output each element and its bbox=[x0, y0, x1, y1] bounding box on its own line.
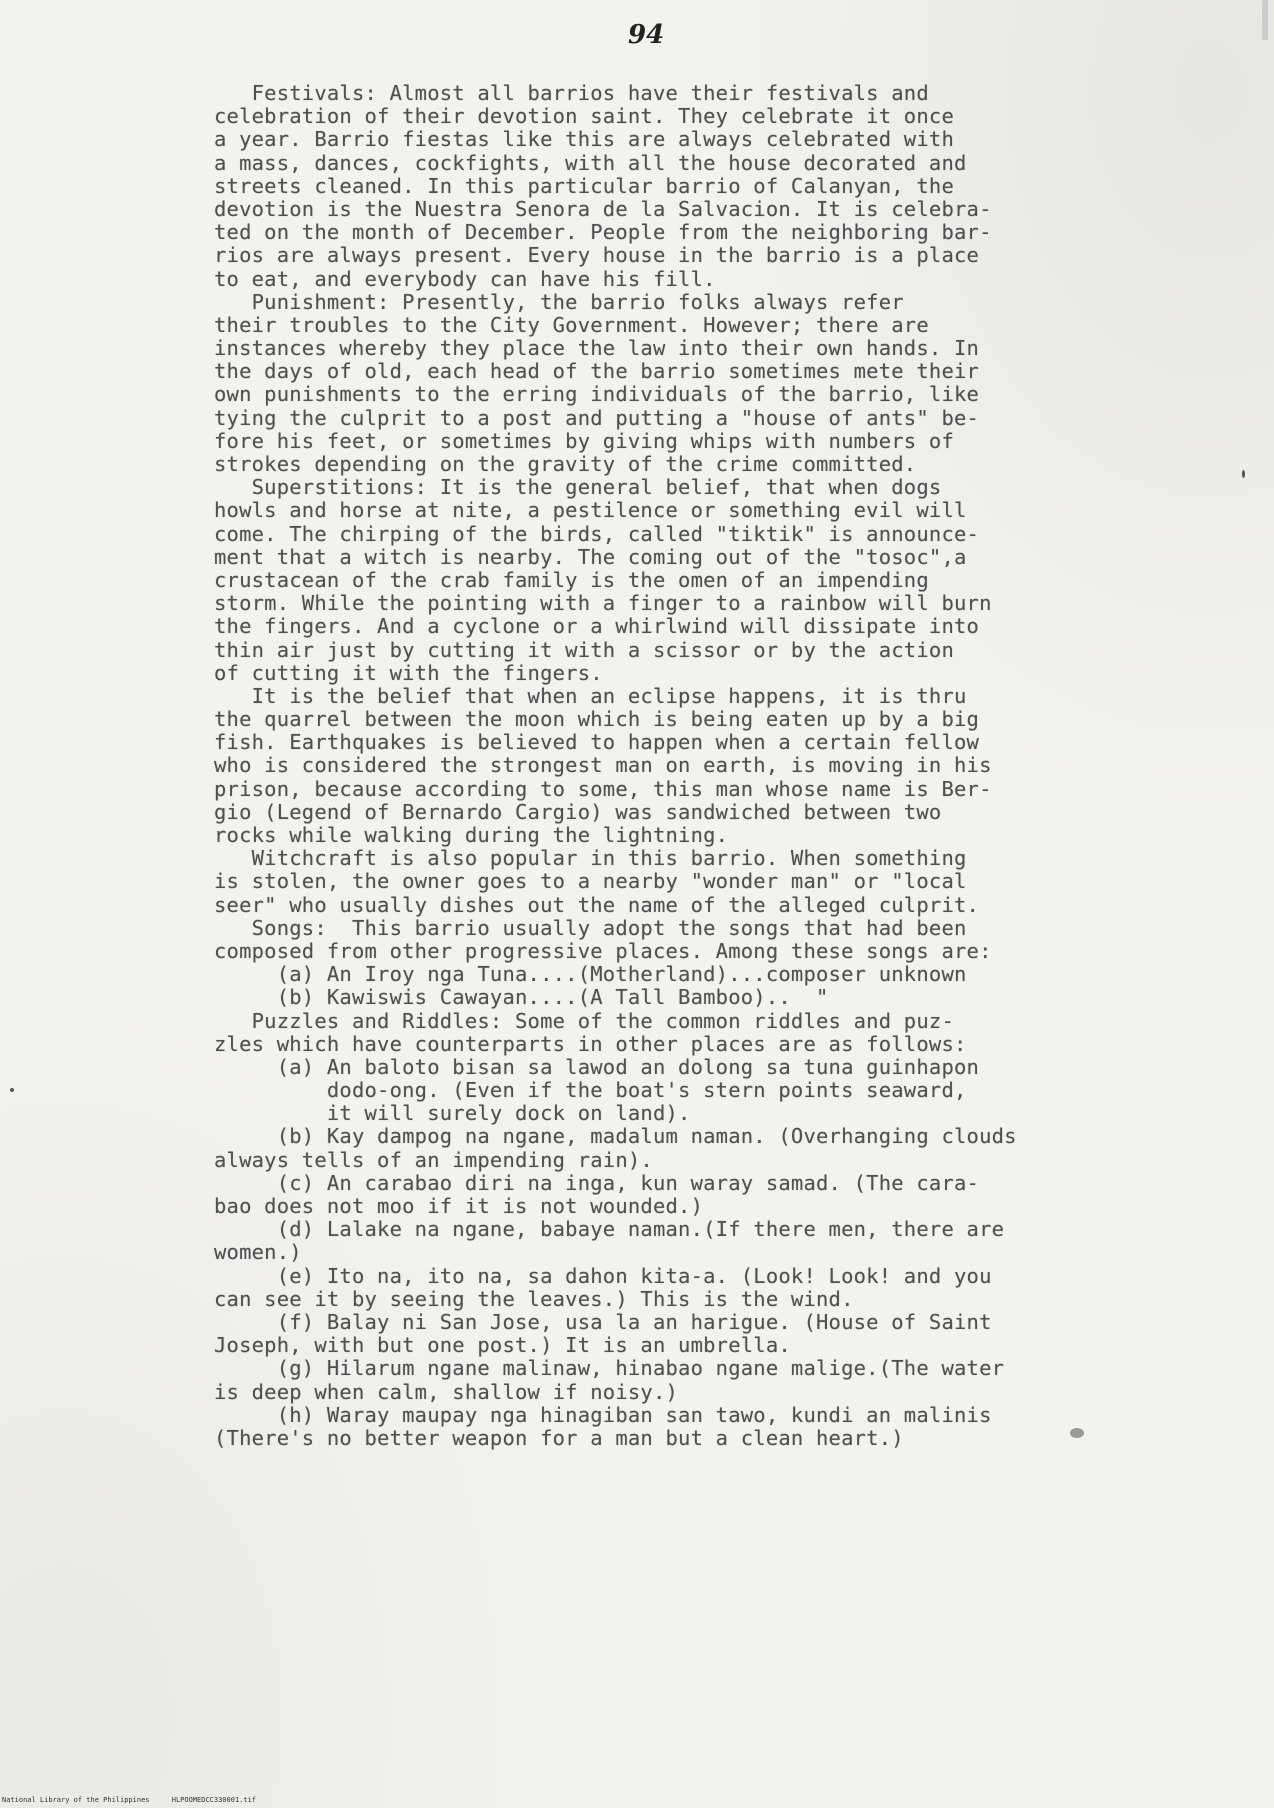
text-line: (f) Balay ni San Jose, usa la an harigue. (House of Saint bbox=[214, 1309, 992, 1334]
text-line: is stolen, the owner goes to a nearby "wonder man" or "local bbox=[214, 869, 967, 894]
text-line: who is considered the strongest man on earth, is moving in his bbox=[214, 753, 992, 778]
text-line: own punishments to the erring individuals of the barrio, like bbox=[214, 382, 980, 407]
text-line: zles which have counterparts in other places are as follows: bbox=[214, 1031, 967, 1056]
text-line: howls and horse at nite, a pestilence or something evil will bbox=[214, 498, 967, 523]
text-line: tying the culprit to a post and putting a "house of ants" be- bbox=[214, 405, 980, 430]
text-line: crustacean of the crab family is the omen of an impending bbox=[214, 567, 929, 592]
scan-footer bbox=[2, 1796, 274, 1804]
text-line: (b) Kay dampog na ngane, madalum naman. (Overhanging clouds bbox=[214, 1124, 1017, 1149]
text-line: devotion is the Nuestra Senora de la Salvacion. It is celebra- bbox=[214, 196, 992, 221]
text-line: it will surely dock on land). bbox=[214, 1101, 691, 1126]
text-line: ted on the month of December. People from the neighboring bar- bbox=[214, 220, 992, 245]
text-line: the fingers. And a cyclone or a whirlwind will dissipate into bbox=[214, 614, 980, 639]
text-line: is deep when calm, shallow if noisy.) bbox=[214, 1379, 679, 1404]
text-line: celebration of their devotion saint. They celebrate it once bbox=[214, 104, 954, 129]
text-line: can see it by seeing the leaves.) This is the wind. bbox=[214, 1286, 854, 1311]
text-line: prison, because according to some, this man whose name is Ber- bbox=[214, 776, 992, 801]
text-line: Punishment: Presently, the barrio folks always refer bbox=[214, 289, 904, 314]
text-line: to eat, and everybody can have his fill. bbox=[214, 266, 716, 291]
text-line: (There's no better weapon for a man but a clean heart.) bbox=[214, 1425, 904, 1450]
text-line: (h) Waray maupay nga hinagiban san tawo, kundi an malinis bbox=[214, 1402, 992, 1427]
text-line: rocks while walking during the lightning. bbox=[214, 823, 729, 847]
text-line: strokes depending on the gravity of the crime committed. bbox=[214, 452, 917, 476]
text-line: instances whereby they place the law into their own hands. In bbox=[214, 336, 980, 361]
text-line: come. The chirping of the birds, called "tiktik" is announce- bbox=[214, 521, 980, 546]
text-line: (d) Lalake na ngane, babaye naman.(If there men, there are bbox=[214, 1217, 1005, 1242]
text-line: a year. Barrio fiestas like this are always celebrated with bbox=[214, 127, 954, 152]
text-line: Puzzles and Riddles: Some of the common riddles and puz- bbox=[214, 1008, 954, 1033]
text-line: Songs: This barrio usually adopt the songs that had been bbox=[214, 915, 967, 940]
text-line: fish. Earthquakes is believed to happen when a certain fellow bbox=[214, 730, 980, 755]
text-line: women.) bbox=[214, 1240, 302, 1265]
document-body-text bbox=[214, 82, 1214, 1450]
text-line: their troubles to the City Government. However; there are bbox=[214, 312, 929, 337]
text-line: It is the belief that when an eclipse happens, it is thru bbox=[214, 683, 967, 708]
text-line: Witchcraft is also popular in this barrio. When something bbox=[214, 846, 967, 871]
text-line: of cutting it with the fingers. bbox=[214, 660, 603, 685]
text-line: (e) Ito na, ito na, sa dahon kita-a. (Look! Look! and you bbox=[214, 1263, 992, 1288]
footer-library: National Library of the Philippines bbox=[2, 1796, 150, 1804]
text-line: (b) Kawiswis Cawayan....(A Tall Bamboo).. " bbox=[214, 985, 829, 1010]
text-line: (c) An carabao diri na inga, kun waray samad. (The cara- bbox=[214, 1170, 980, 1195]
text-line: a mass, dances, cockfights, with all the house decorated and bbox=[214, 150, 967, 175]
text-line: rios are always present. Every house in the barrio is a place bbox=[214, 243, 980, 268]
text-line: (a) An baloto bisan sa lawod an dolong sa tuna guinhapon bbox=[214, 1054, 980, 1079]
text-line: bao does not moo if it is not wounded.) bbox=[214, 1194, 704, 1218]
text-line: thin air just by cutting it with a scissor or by the action bbox=[214, 637, 954, 662]
text-line: Superstitions: It is the general belief, that when dogs bbox=[214, 475, 942, 500]
text-line: streets cleaned. In this particular barrio of Calanyan, the bbox=[214, 173, 954, 198]
footer-file-id: HLPOOMEDCC330001.tif bbox=[171, 1796, 257, 1804]
text-line: Joseph, with but one post.) It is an umbrella. bbox=[214, 1333, 791, 1358]
page-number: 94 bbox=[628, 20, 665, 50]
text-line: the days of old, each head of the barrio sometimes mete their bbox=[214, 359, 980, 384]
text-line: always tells of an impending rain). bbox=[214, 1147, 653, 1172]
text-line: ment that a witch is nearby. The coming out of the "tosoc",a bbox=[214, 544, 967, 569]
text-line: Festivals: Almost all barrios have their festivals and bbox=[214, 81, 929, 105]
scan-speck bbox=[1242, 470, 1245, 478]
text-line: composed from other progressive places. Among these songs are: bbox=[214, 938, 992, 963]
text-line: (a) An Iroy nga Tuna....(Motherland)...composer unknown bbox=[214, 962, 967, 987]
text-line: the quarrel between the moon which is being eaten up by a big bbox=[214, 707, 980, 732]
scan-speck bbox=[10, 1088, 14, 1092]
text-line: dodo-ong. (Even if the boat's stern points seaward, bbox=[214, 1078, 967, 1103]
text-line: storm. While the pointing with a finger to a rainbow will burn bbox=[214, 591, 992, 616]
text-line: fore his feet, or sometimes by giving whips with numbers of bbox=[214, 428, 954, 453]
text-line: (g) Hilarum ngane malinaw, hinabao ngane malige.(The water bbox=[214, 1356, 1005, 1381]
scan-edge-mark bbox=[1262, 0, 1268, 40]
text-line: gio (Legend of Bernardo Cargio) was sandwiched between two bbox=[214, 799, 942, 824]
text-line: seer" who usually dishes out the name of the alleged culprit. bbox=[214, 892, 980, 917]
scan-speck bbox=[1070, 1428, 1084, 1438]
